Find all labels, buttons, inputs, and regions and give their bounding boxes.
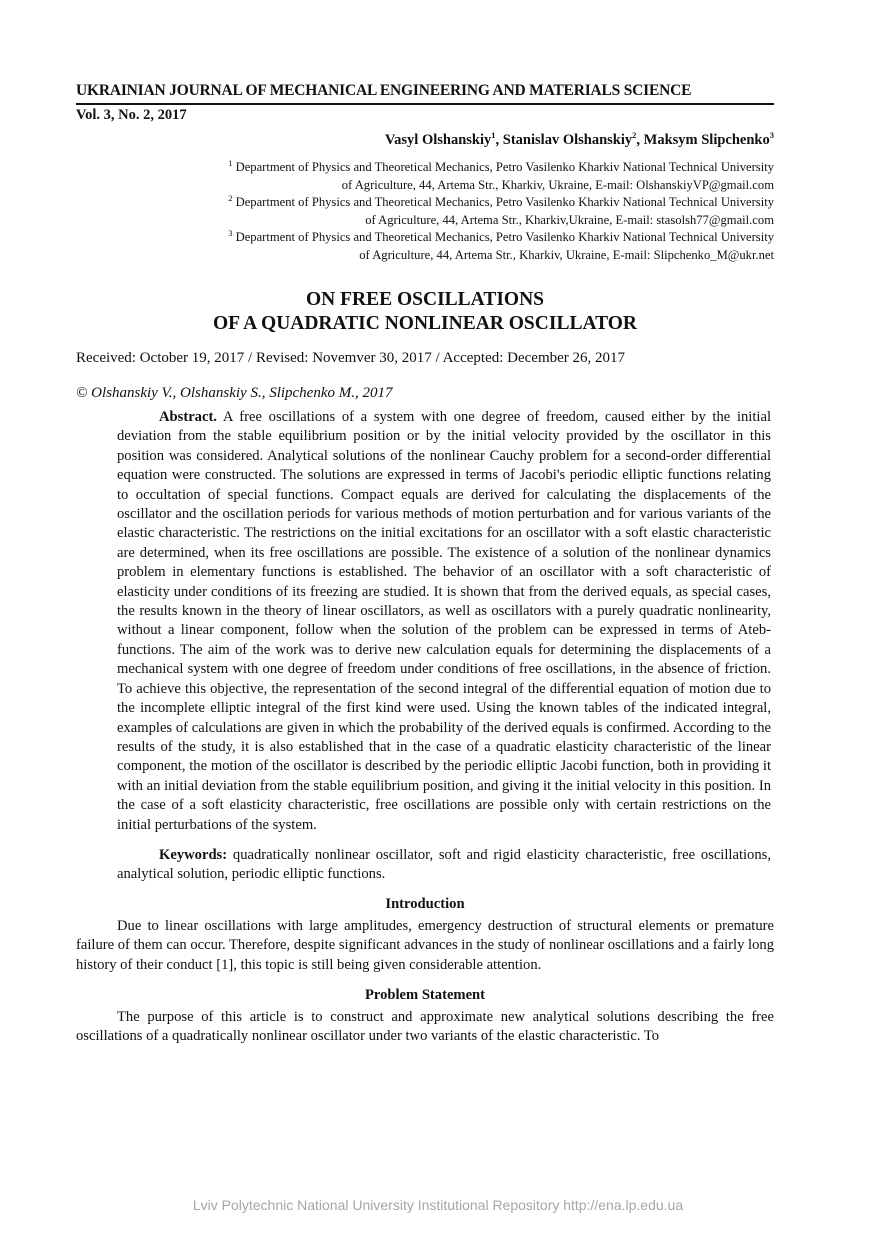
affiliation-line: of Agriculture, 44, Artema Str., Kharkiv,Ukraine, E-mail: stasolsh77@gmail.com — [365, 212, 774, 227]
affiliation-3 — [76, 229, 774, 264]
affiliation-mark: 2 — [228, 192, 233, 203]
abstract-label: Abstract. — [159, 409, 217, 425]
author-affil-mark: 1 — [491, 130, 496, 141]
paper-title-line: OF A QUADRATIC NONLINEAR OSCILLATOR — [212, 313, 637, 334]
abstract — [117, 408, 771, 835]
keywords-label: Keywords: — [159, 846, 228, 863]
publication-dates: Received: October 19, 2017 / Revised: Novemver 30, 2017 / Accepted: December 26, 2017 — [76, 350, 626, 366]
keywords-text: quadratically nonlinear oscillator, soft and rigid elasticity characteristic, free oscillations, analytical solution, periodic elliptic functions. — [117, 846, 771, 883]
affiliation-2 — [76, 194, 774, 229]
author-separator: , — [636, 132, 644, 148]
repository-footer: Lviv Polytechnic National University Institutional Repository http://ena.lp.edu.ua — [192, 1197, 684, 1213]
author-list — [76, 132, 774, 149]
affiliation-line: Department of Physics and Theoretical Mechanics, Petro Vasilenko Kharkiv National Technical University — [235, 160, 774, 174]
author-affil-mark: 3 — [769, 130, 774, 141]
affiliation-mark: 1 — [228, 157, 233, 168]
affiliation-line: of Agriculture, 44, Artema Str., Kharkiv, Ukraine, E-mail: OlshanskiyVP@gmail.com — [341, 177, 774, 192]
affiliation-mark: 3 — [228, 227, 233, 238]
author-affil-mark: 2 — [632, 130, 637, 141]
paper-title — [76, 288, 774, 336]
author-name: Vasyl Olshanskiy — [385, 132, 492, 148]
section-heading-problem-statement: Problem Statement — [364, 986, 486, 1003]
abstract-text: A free oscillations of a system with one degree of freedom, caused either by the initial deviation from the stable equilibrium position or by the initial velocity provided by the oscillator in this position was considered. Analytical solutions of the nonlinear Cauchy problem for a second-order differential equation were constructed. The solutions are expressed in terms of Jacobi's periodic elliptic functions relating to occultation of special functions. Compact equals are derived for calculating the displacements of the oscillator and the oscillation periods for various methods of motion perturbation and for various variants of the elastic characteristic. The restrictions on the initial excitations for an oscillator with a soft elastic characteristic are determined, when its free oscillations are possible. The existence of a solution of the nonlinear dynamics problem in elementary functions is established. The behavior of an oscillator with a soft characteristic of elasticity under conditions of its freezing are studied. It is shown that from the derived equals, as special cases, the results known in the theory of linear oscillators, as well as oscillators with a purely quadratic nonlinearity, without a linear component, follow when the solution of the problem can be expressed in terms of Ateb-functions. The aim of the work was to derive new calculation equals for determining the displacements of a mechanical system with one degree of freedom under conditions of free oscillations, in the absence of friction. To achieve this objective, the representation of the second integral of the differential equation of motion due to the incomplete elliptic integral of the first kind were used. Using the known tables of the indicated integral, examples of calculations are given in which the probability of the derived equals is confirmed. According to the results of the study, it is also established that in the case of a quadratic elasticity characteristic of the linear component, the motion of the oscillator is described by the periodic elliptic Jacobi function, both in providing it with an initial deviation from the stable equilibrium position, and giving it the initial velocity in this position. In the case of a soft elasticity characteristic, free oscillations are possible only with certain restrictions on the initial perturbations of the system. — [117, 409, 771, 833]
paper-page — [76, 82, 774, 1047]
affiliation-line: Department of Physics and Theoretical Mechanics, Petro Vasilenko Kharkiv National Technical University — [235, 195, 774, 209]
author-name: Maksym Slipchenko — [643, 132, 770, 148]
section-heading-introduction: Introduction — [385, 895, 465, 912]
author-separator: , — [495, 132, 503, 148]
affiliation-line: of Agriculture, 44, Artema Str., Kharkiv, Ukraine, E-mail: Slipchenko_M@ukr.net — [359, 247, 774, 262]
affiliation-1 — [76, 159, 774, 194]
problem-statement-paragraph: The purpose of this article is to construct and approximate new analytical solutions describing the free oscillations of a quadratically nonlinear oscillator under two variants of the elastic characteristic. To — [76, 1008, 774, 1045]
journal-title: UKRAINIAN JOURNAL OF MECHANICAL ENGINEERING AND MATERIALS SCIENCE — [76, 82, 774, 105]
affiliations — [76, 159, 774, 264]
affiliation-line: Department of Physics and Theoretical Mechanics, Petro Vasilenko Kharkiv National Technical University — [235, 230, 774, 244]
journal-volume: Vol. 3, No. 2, 2017 — [76, 107, 187, 123]
keywords — [117, 846, 771, 885]
author-name: Stanislav Olshanskiy — [502, 132, 633, 148]
introduction-paragraph: Due to linear oscillations with large amplitudes, emergency destruction of structural elements or premature failure of them can occur. Therefore, despite significant advances in the study of nonlinear oscillations and a fairly long history of their conduct [1], this topic is still being given considerable attention. — [76, 917, 774, 973]
paper-title-line: ON FREE OSCILLATIONS — [305, 289, 545, 310]
copyright-line: © Olshanskiy V., Olshanskiy S., Slipchenko M., 2017 — [76, 385, 393, 401]
